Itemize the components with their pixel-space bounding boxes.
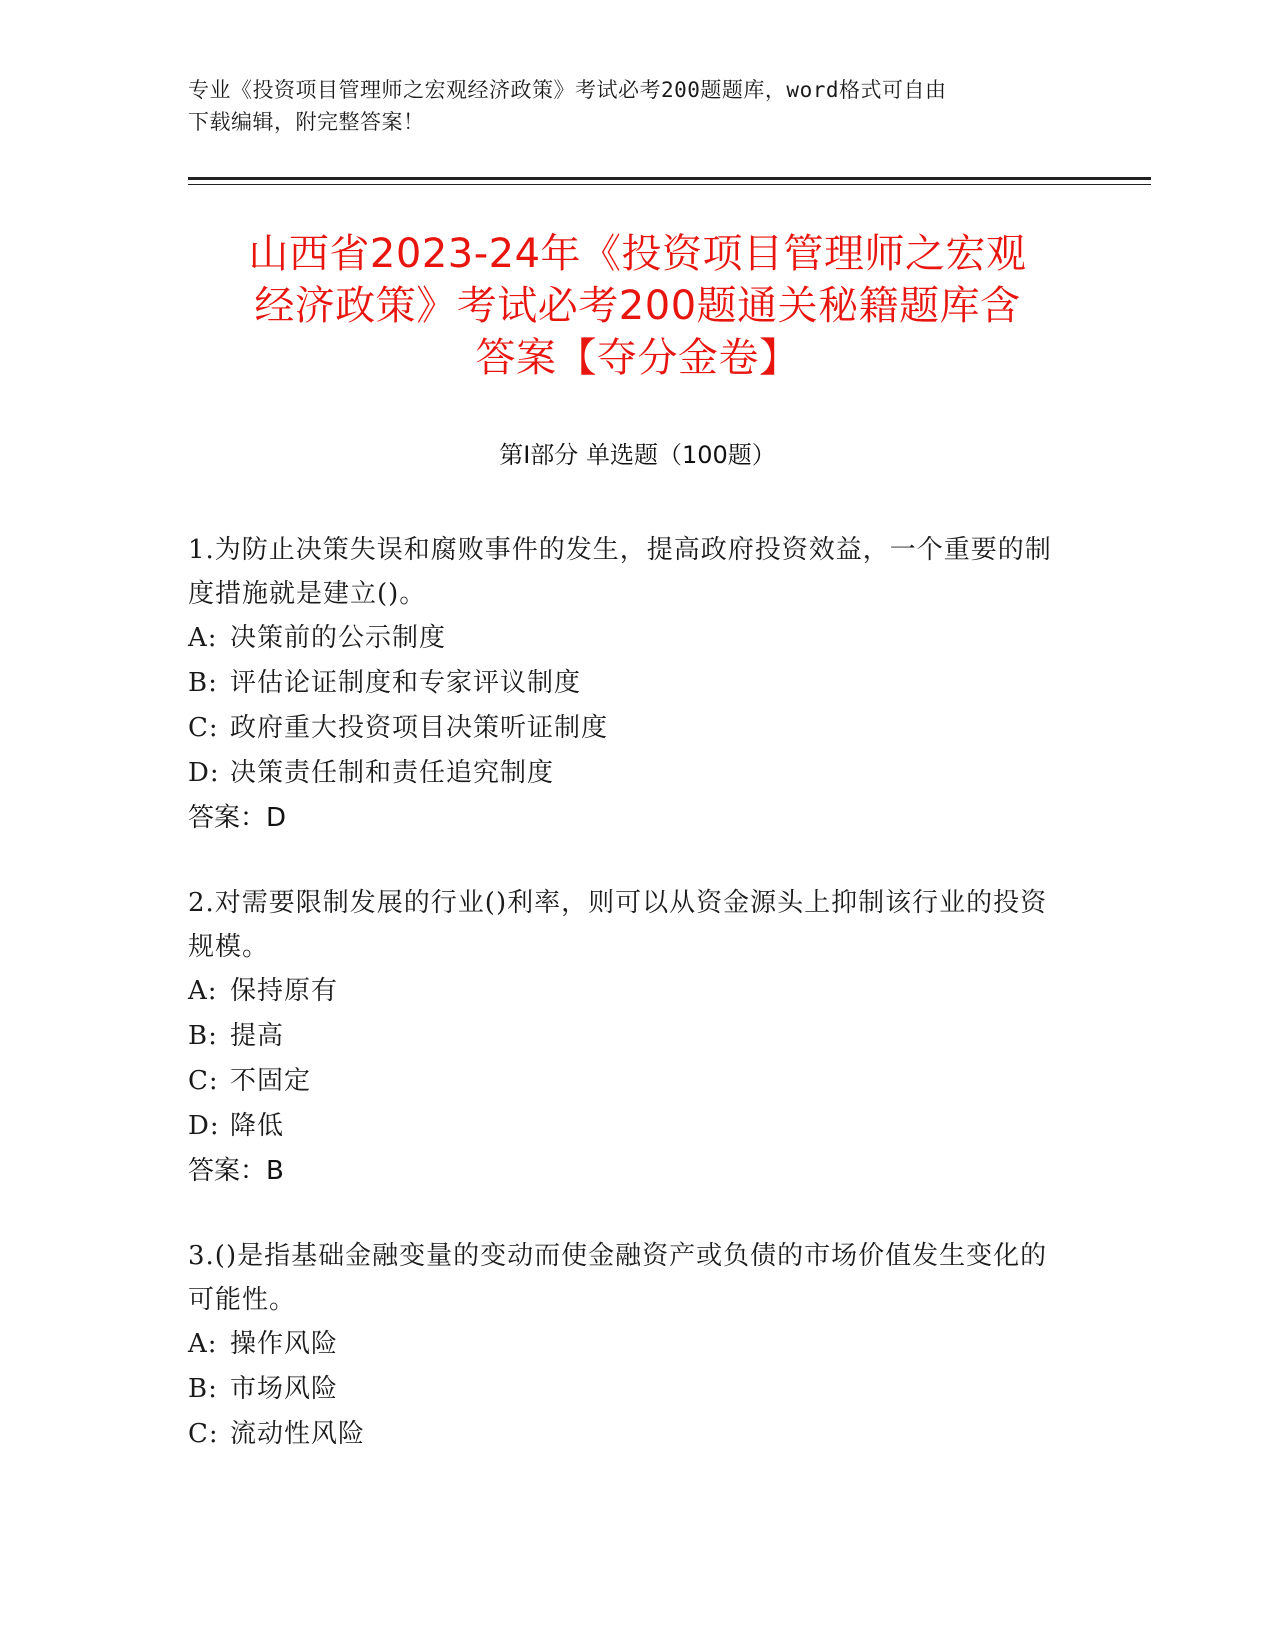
question-list xyxy=(188,528,1068,1497)
title-line-3: 答案【夺分金卷】 xyxy=(475,335,800,381)
question-3 xyxy=(188,1234,1068,1457)
question-1 xyxy=(188,528,1068,841)
question-stem: 2.对需要限制发展的行业()利率，则可以从资金源头上抑制该行业的投资规模。 xyxy=(188,888,1048,962)
question-stem: 3.()是指基础金融变量的变动而使金融资产或负债的市场价值发生变化的可能性。 xyxy=(188,1241,1048,1315)
section-heading: 第Ⅰ部分 单选题（100题） xyxy=(499,441,776,469)
option-d xyxy=(188,1104,1068,1149)
option-text: 不固定 xyxy=(230,1066,312,1096)
option-c xyxy=(188,1059,1068,1104)
option-letter: C: xyxy=(188,1419,219,1449)
option-letter: B: xyxy=(188,668,218,698)
option-letter: C: xyxy=(188,713,219,743)
option-letter: A: xyxy=(188,1329,218,1359)
intro-line-2: 下载编辑，附完整答案！ xyxy=(188,110,425,134)
option-letter: A: xyxy=(188,623,218,653)
option-d xyxy=(188,751,1068,796)
option-text: 政府重大投资项目决策听证制度 xyxy=(230,713,609,743)
title-line-2: 经济政策》考试必考200题通关秘籍题库含 xyxy=(254,283,1021,329)
title-line-1: 山西省2023-24年《投资项目管理师之宏观 xyxy=(248,231,1027,277)
option-text: 保持原有 xyxy=(230,976,339,1006)
option-c xyxy=(188,1412,1068,1457)
option-b xyxy=(188,661,1068,706)
option-letter: B: xyxy=(188,1021,218,1051)
option-text: 降低 xyxy=(230,1111,285,1141)
option-a xyxy=(188,969,1068,1014)
option-letter: C: xyxy=(188,1066,219,1096)
option-c xyxy=(188,706,1068,751)
option-text: 评估论证制度和专家评议制度 xyxy=(230,668,582,698)
option-text: 决策责任制和责任追究制度 xyxy=(230,758,555,788)
option-letter: D: xyxy=(188,1111,220,1141)
option-a xyxy=(188,616,1068,661)
option-text: 决策前的公示制度 xyxy=(230,623,447,653)
option-letter: D: xyxy=(188,758,220,788)
answer-label: 答案：D xyxy=(188,803,287,833)
option-letter: B: xyxy=(188,1374,218,1404)
option-text: 市场风险 xyxy=(230,1374,339,1404)
document-title xyxy=(160,228,1115,384)
option-b xyxy=(188,1014,1068,1059)
option-a xyxy=(188,1322,1068,1367)
question-stem: 1.为防止决策失误和腐败事件的发生，提高政府投资效益，一个重要的制度措施就是建立()。 xyxy=(188,535,1052,609)
header-divider-thick xyxy=(188,177,1151,180)
option-text: 流动性风险 xyxy=(230,1419,366,1449)
option-b xyxy=(188,1367,1068,1412)
answer-label: 答案：B xyxy=(188,1156,284,1186)
question-2 xyxy=(188,881,1068,1194)
option-text: 操作风险 xyxy=(230,1329,339,1359)
header-divider-thin xyxy=(188,184,1151,185)
intro-text xyxy=(188,74,1088,138)
option-text: 提高 xyxy=(230,1021,285,1051)
option-letter: A: xyxy=(188,976,218,1006)
intro-line-1: 专业《投资项目管理师之宏观经济政策》考试必考200题题库，word格式可自由 xyxy=(188,78,947,102)
